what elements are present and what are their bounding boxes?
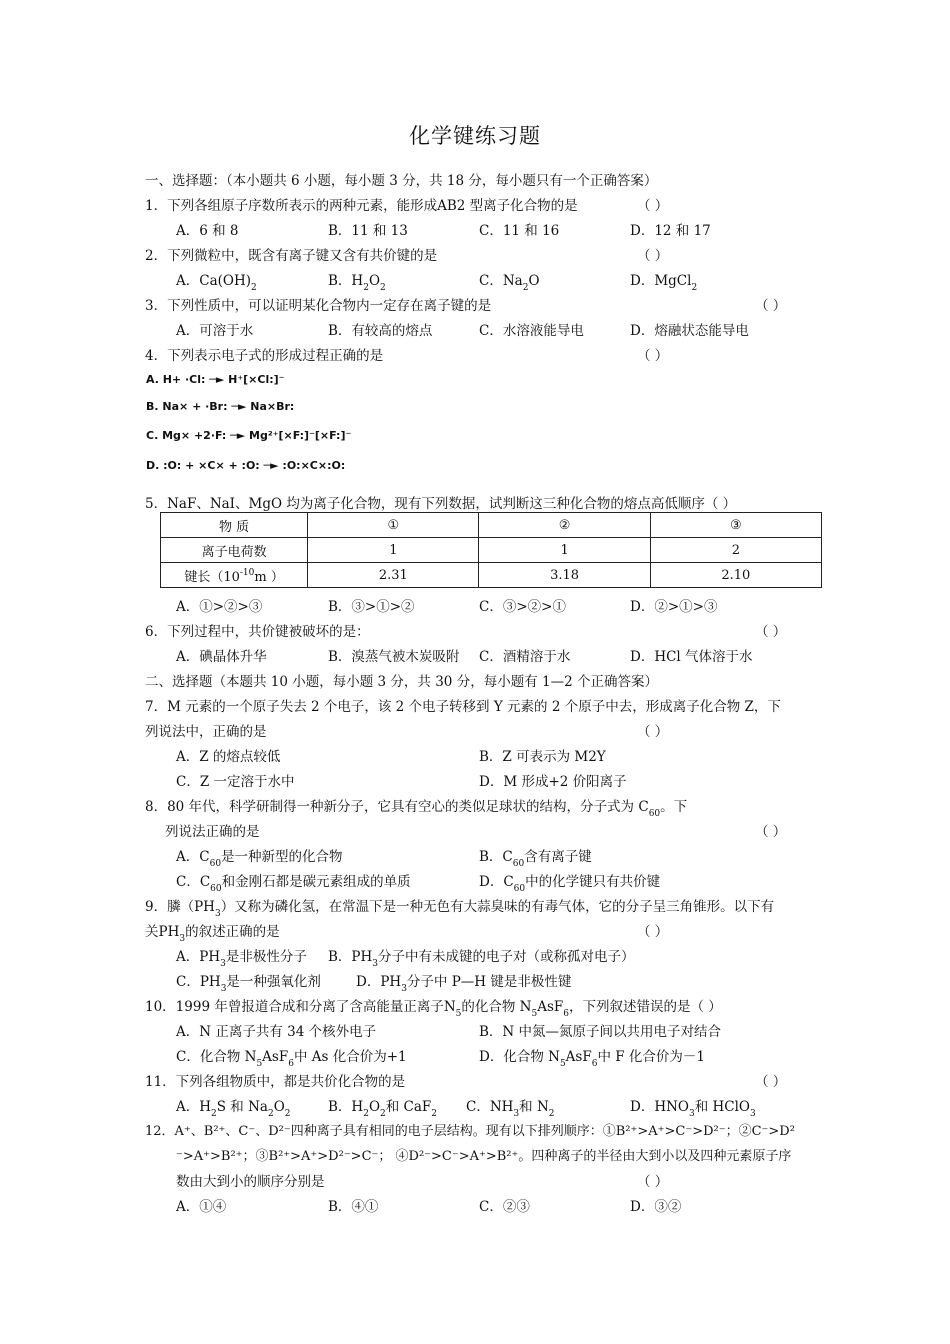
q12-stem: 12．A⁺、B²⁺、C⁻、D²⁻四种离子具有相同的电子层结构。现有以下排列顺序：①B²⁺>A⁺>C⁻>D²⁻；②C⁻>D² [145, 1124, 795, 1139]
table-cell: 离子电荷数 [161, 538, 308, 563]
q3-answer-blank: （ ） [755, 298, 787, 314]
q9-stem-line-2: 关$PH_3$的叙述正确的是 [145, 924, 280, 944]
section-1-heading: 一、选择题：（本小题共 6 小题，每小题 3 分，共 18 分，每小题只有一个正确答案） [145, 173, 658, 189]
table-cell: 2 [650, 538, 821, 563]
q5-option-d: D．②>①>③ [630, 599, 718, 615]
q7-option-b: B．Z 可表示为 M2Y [479, 749, 606, 765]
q3-option-b: B．有较高的熔点 [328, 323, 433, 339]
table-cell: 3.18 [479, 563, 650, 588]
q9-stem: 9．膦$(PH_3)$又称为磷化氢，在常温下是一种无色有大蒜臭味的有毒气体，它的分子呈三角锥形。以下有 [145, 899, 775, 919]
table-cell: 2.10 [650, 563, 821, 588]
section-2-heading: 二、选择题（本题共 10 小题，每小题 3 分，共 30 分，每小题有 1—2 个正确答案） [145, 674, 658, 690]
q6-stem: 6．下列过程中，共价键被破坏的是： [145, 624, 370, 640]
q5-option-c: C．③>②>① [479, 599, 566, 615]
q2-answer-blank: （ ） [637, 248, 669, 264]
q3-stem: 3．下列性质中，可以证明某化合物内一定存在离子键的是 [145, 298, 492, 314]
q12-option-d: D．③② [630, 1199, 682, 1215]
q8-option-d: D．$C_{60}$中的化学键只有共价键 [479, 874, 661, 894]
q5-option-a: A．①>②>③ [176, 599, 263, 615]
q5-option-b: B．③>①>② [328, 599, 415, 615]
q8-option-c: C．$C_{60}$和金刚石都是碳元素组成的单质 [176, 874, 411, 894]
q7-stem: 7．M 元素的一个原子失去 2 个电子，该 2 个电子转移到 Y 元素的 2 个原子中去，形成离子化合物 Z，下 [145, 699, 781, 715]
q1-option-a: A．6 和 8 [176, 223, 239, 239]
q6-option-d: D．HCl 气体溶于水 [630, 649, 753, 665]
table-cell: 1 [479, 538, 650, 563]
table-row [161, 538, 822, 563]
table-cell: 2.31 [308, 563, 479, 588]
q8-option-a: A．$C_{60}$是一种新型的化合物 [176, 849, 343, 869]
q1-answer-blank: （ ） [637, 198, 669, 214]
table-header-cell: ③ [650, 513, 821, 538]
q4-option-d-electron-dot: D. :O: + ×C× + :O: ─► :O:×C×:O: [146, 459, 346, 472]
q12-option-a: A．①④ [176, 1199, 227, 1215]
q9-option-d: D．$PH_3$分子中 P—H 键是非极性键 [356, 974, 572, 994]
q8-stem: 8．80 年代，科学研制得一种新分子，它具有空心的类似足球状的结构，分子式为 $C_{60}$。下 [145, 799, 688, 819]
q12-option-b: B．④① [328, 1199, 379, 1215]
q9-option-a: A．$PH_3$是非极性分子 [176, 949, 307, 969]
q11-option-a: A．$H_2S$ 和 $Na_2O_2$ [176, 1099, 291, 1119]
q10-option-b: B．N 中氮—氮原子间以共用电子对结合 [479, 1024, 722, 1040]
table-cell: 键长（$10^{-10}m$ ） [161, 563, 308, 588]
table-row [161, 563, 822, 588]
q10-option-a: A．N 正离子共有 34 个核外电子 [176, 1024, 377, 1040]
q11-stem: 11．下列各组物质中，都是共价化合物的是 [145, 1074, 406, 1090]
q10-option-d: D．化合物 $N_5AsF_6$中 F 化合价为－1 [479, 1049, 705, 1069]
q12-stem-line-2: ⁻>A⁺>B²⁺；③B²⁺>A⁺>D²⁻>C⁻； ④D²⁻>C⁻>A⁺>B²⁺。四种离子的半径由大到小以及四种元素原子序 [176, 1149, 792, 1164]
q9-answer-blank: （ ） [637, 924, 669, 940]
q4-answer-blank: （ ） [637, 348, 669, 364]
table-cell: 1 [308, 538, 479, 563]
q6-answer-blank: （ ） [755, 624, 787, 640]
q3-option-a: A．可溶于水 [176, 323, 254, 339]
q11-option-c: C．$NH_3$和 $N_2$ [466, 1099, 555, 1119]
q8-stem-line-2: 列说法正确的是 [165, 824, 260, 840]
q4-option-a-electron-dot: A. H+ ·Cl: ─► H⁺[×Cl:]⁻ [146, 373, 285, 386]
q7-option-a: A．Z 的熔点较低 [176, 749, 281, 765]
q11-option-d: D．$HNO_3$和 HClO$_3$ [630, 1099, 756, 1119]
q7-stem-line-2: 列说法中，正确的是 [145, 724, 267, 740]
q1-stem: 1．下列各组原子序数所表示的两种元素，能形成AB2 型离子化合物的是 [145, 198, 578, 214]
q11-answer-blank: （ ） [755, 1074, 787, 1090]
q6-option-b: B．溴蒸气被木炭吸附 [328, 649, 460, 665]
table-header-cell: ② [479, 513, 650, 538]
q11-option-b: B．$H_2O_2$和 CaF$_2$ [328, 1099, 438, 1119]
q2-option-c: C．$Na_2O$ [479, 273, 540, 293]
q4-option-c-electron-dot: C. Mg× +2·F: ─► Mg²⁺[×F:]⁻[×F:]⁻ [146, 429, 352, 442]
q12-stem-line-3: 数由大到小的顺序分别是 [176, 1174, 325, 1190]
q10-option-c: C．化合物 $N_5AsF_6$中 As 化合价为+1 [176, 1049, 407, 1069]
q5-stem: 5．NaF、NaI、MgO 均为离子化合物，现有下列数据，试判断这三种化合物的熔点高低顺序（ ） [145, 496, 737, 512]
q12-option-c: C．②③ [479, 1199, 530, 1215]
q6-option-c: C．酒精溶于水 [479, 649, 571, 665]
q10-stem: 10．1999 年曾报道合成和分离了含高能量正离子$N_5$的化合物 $N_5AsF_6$，下列叙述错误的是（ ） [145, 999, 722, 1019]
q2-stem: 2．下列微粒中，既含有离子键又含有共价键的是 [145, 248, 438, 264]
q3-option-c: C．水溶液能导电 [479, 323, 584, 339]
q7-answer-blank: （ ） [637, 724, 669, 740]
q7-option-d: D．M 形成+2 价阳离子 [479, 774, 627, 790]
q9-option-b: B．$PH_3$分子中有未成键的电子对（或称孤对电子） [328, 949, 635, 969]
q3-option-d: D．熔融状态能导电 [630, 323, 749, 339]
page-title: 化学键练习题 [409, 124, 541, 148]
q1-option-b: B．11 和 13 [328, 223, 408, 239]
q4-stem: 4．下列表示电子式的形成过程正确的是 [145, 348, 384, 364]
q2-option-d: D．MgCl$_2$ [630, 273, 698, 293]
table-header-cell: 物 质 [161, 513, 308, 538]
q7-option-c: C．Z 一定溶于水中 [176, 774, 295, 790]
q2-option-a: A．$Ca(OH)_2$ [176, 273, 257, 293]
q5-data-table [160, 512, 822, 588]
q8-option-b: B．$C_{60}$含有离子键 [479, 849, 592, 869]
q9-option-c: C．$PH_3$是一种强氧化剂 [176, 974, 321, 994]
q2-option-b: B．$H_2O_2$ [328, 273, 386, 293]
q8-answer-blank: （ ） [755, 824, 787, 840]
q6-option-a: A．碘晶体升华 [176, 649, 267, 665]
table-header-cell: ① [308, 513, 479, 538]
q1-option-c: C．11 和 16 [479, 223, 560, 239]
q12-answer-blank: （ ） [637, 1174, 669, 1190]
table-row [161, 513, 822, 538]
q1-option-d: D．12 和 17 [630, 223, 711, 239]
q4-option-b-electron-dot: B. Na× + ·Br: ─► Na×Br: [146, 400, 295, 413]
